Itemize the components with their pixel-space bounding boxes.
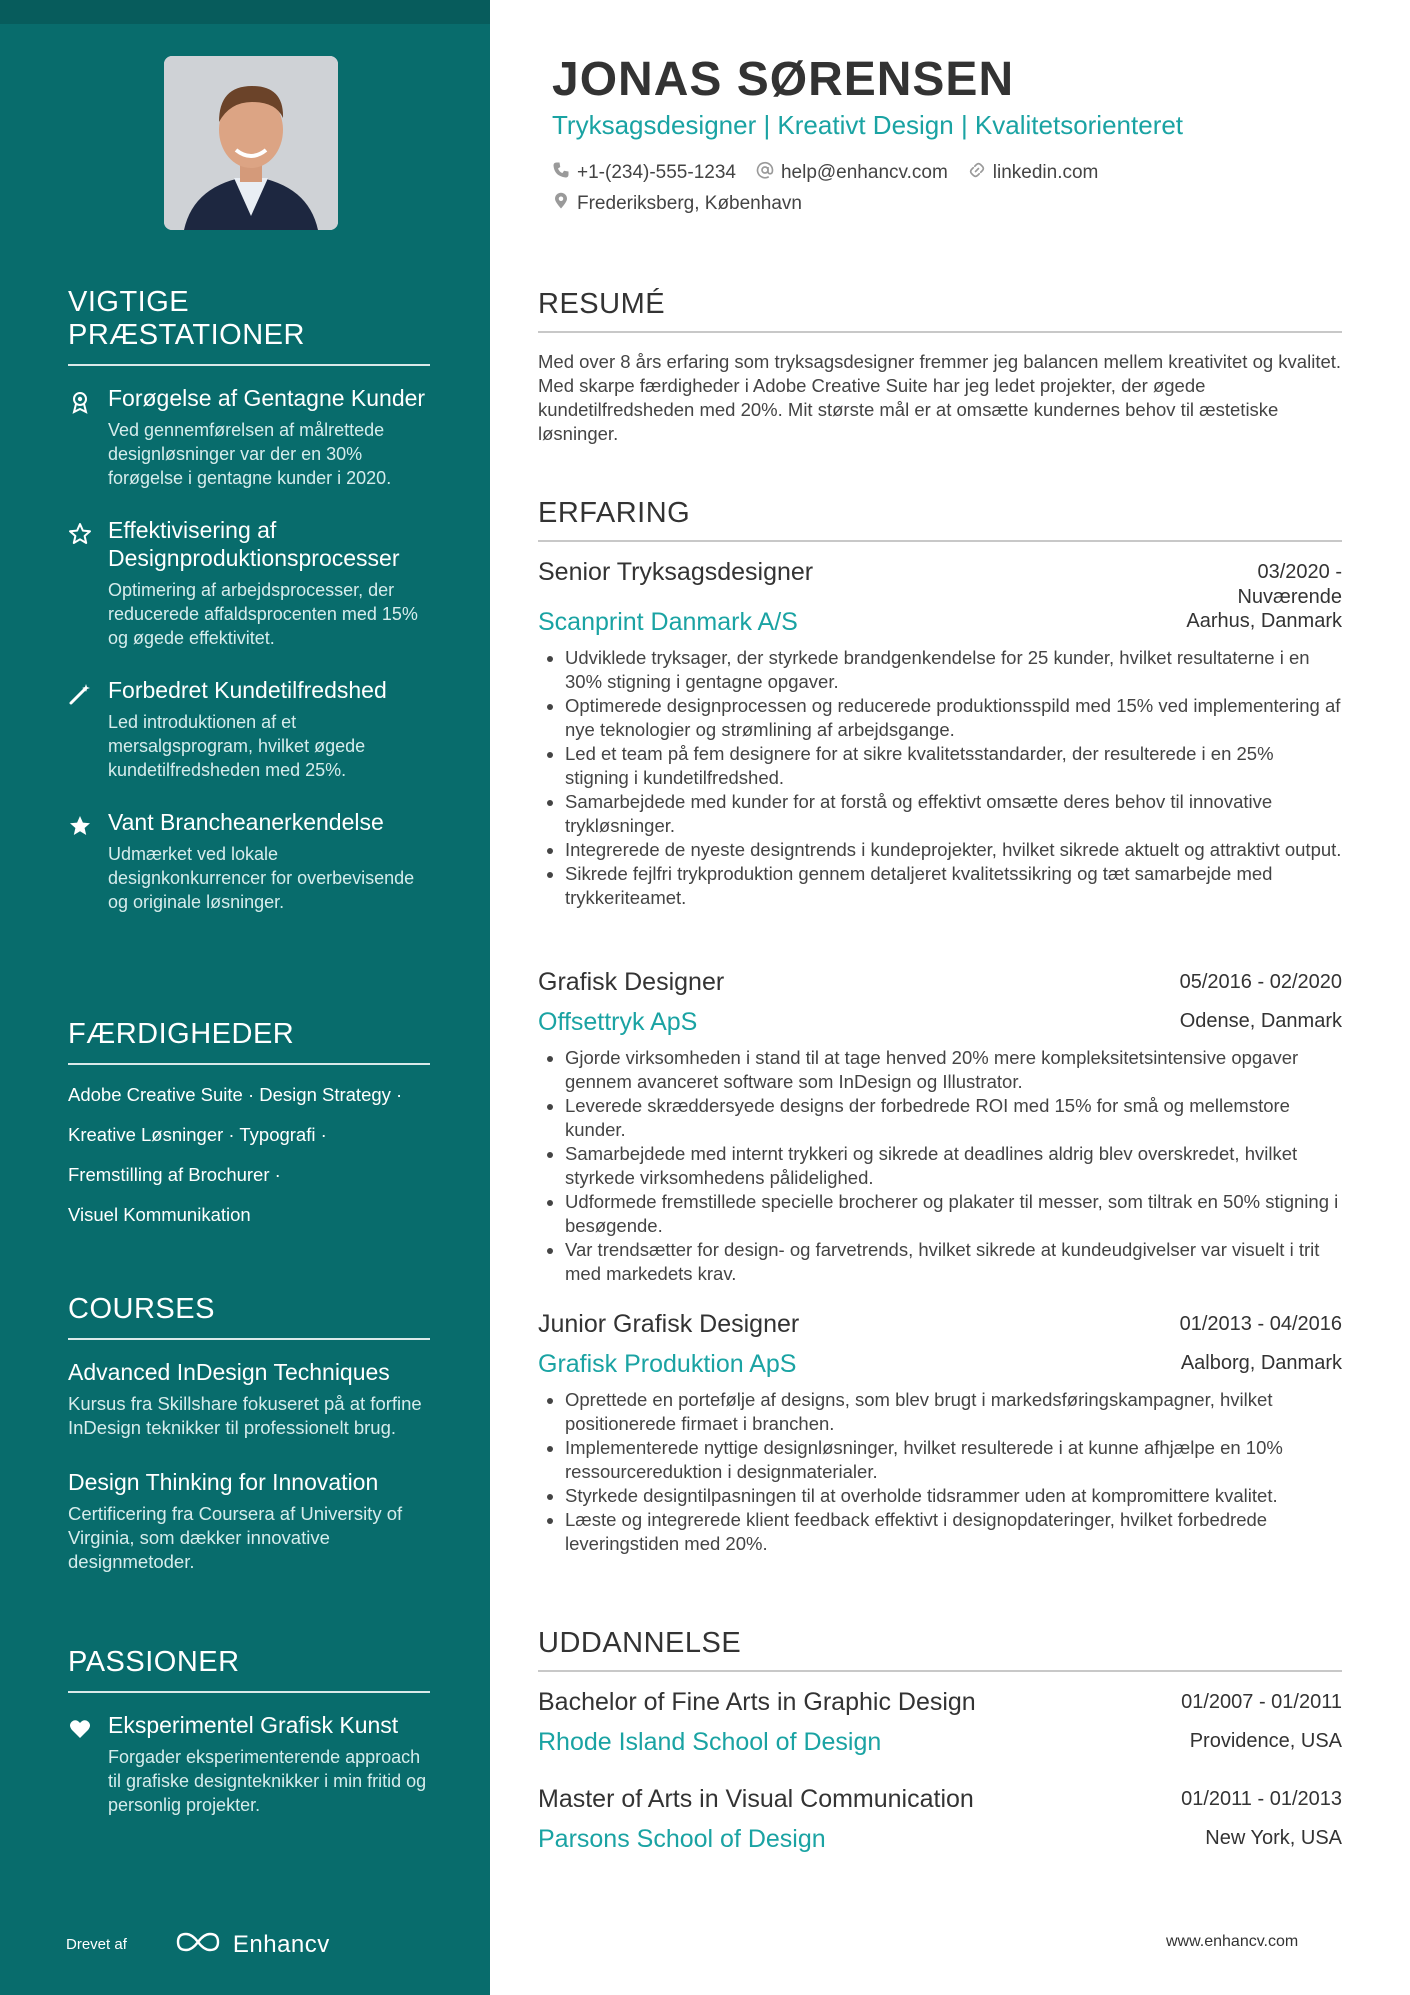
passions-title: PASSIONER (68, 1646, 430, 1693)
powered-by (66, 1930, 330, 1959)
achievement-description: Optimering af arbejdsprocesser, der reducerede affaldsprocenten med 15% og øgede effektivitet. (108, 580, 418, 648)
education-entry (538, 1785, 1342, 1859)
profile-photo (164, 56, 338, 230)
job-bullet: • Samarbejdede med kunder for at forstå og effektivt omsætte deres behov til innovative trykløsninger. (565, 790, 1342, 838)
job-date-start: 03/2020 - (1257, 561, 1342, 583)
magic-wand-icon (68, 682, 92, 706)
education-date: 01/2007 - 01/2011 (1181, 1691, 1342, 1713)
achievements-title: VIGTIGE PRÆSTATIONER (68, 286, 430, 366)
email-text[interactable]: help@enhancv.com (780, 162, 948, 183)
job-location: Aarhus, Danmark (1186, 610, 1342, 632)
achievements-section (68, 286, 430, 940)
location-contact (552, 192, 802, 216)
courses-section (68, 1293, 430, 1602)
education-location: New York, USA (1205, 1827, 1342, 1849)
star-filled-icon (68, 814, 92, 838)
sidebar-top-bar (0, 0, 490, 24)
enhancv-logo-icon (175, 1930, 221, 1959)
course-item (68, 1358, 430, 1440)
enhancv-brand: Enhancv (232, 1930, 330, 1958)
star-outline-icon (68, 522, 92, 546)
achievement-title: Effektivisering af Designproduktionsprocesser (108, 517, 400, 571)
course-description: Certificering fra Coursera af University of Virginia, som dækker innovative designmetoder. (68, 1503, 403, 1572)
job-bullet: • Udformede fremstillede specielle brocherer og plakater til messer, som tiltrak en 50% stigning i besøgende. (565, 1190, 1342, 1238)
achievement-item (68, 808, 430, 914)
job-bullet: • Styrkede designtilpasningen til at overholde tidsrammer uden at kompromittere kvalitet. (565, 1484, 1342, 1508)
job-bullet: • Integrerede de nyeste designtrends i kundeprojekter, hvilket sikrede aktuelt og attraktivt output. (565, 838, 1342, 862)
phone-icon (552, 161, 577, 185)
phone-text: +1-(234)-555-1234 (577, 162, 736, 183)
job-bullet: • Led et team på fem designere for at sikre kvalitetsstandarder, der resulterede i en 25% stigning i kundetilfredshed. (565, 742, 1342, 790)
at-sign-icon (756, 161, 781, 185)
education-school: Rhode Island School of Design (538, 1728, 882, 1756)
achievement-description: Ved gennemførelsen af målrettede designløsninger var der en 30% forøgelse i gentagne kunder i 2020. (108, 420, 392, 488)
education-date: 01/2011 - 01/2013 (1181, 1788, 1342, 1810)
job-bullet: • Leverede skræddersyede designs der forbedrede ROI med 15% for små og mellemstore kunder. (565, 1094, 1342, 1142)
summary-title: RESUMÉ (538, 288, 1342, 333)
job-bullet: • Optimerede designprocessen og reducerede produktionsspild med 15% ved implementering af nye teknologier og strømlining af arbejdsgange. (565, 694, 1342, 742)
skills-section (68, 1018, 430, 1243)
linkedin-text[interactable]: linkedin.com (992, 162, 1099, 183)
linkedin-contact[interactable] (968, 161, 1099, 185)
award-icon (68, 390, 92, 414)
achievement-title: Forbedret Kundetilfredshed (108, 677, 387, 703)
job-date: 05/2016 - 02/2020 (1179, 971, 1342, 993)
education-school: Parsons School of Design (538, 1825, 826, 1853)
location-pin-icon (552, 192, 577, 216)
education-location: Providence, USA (1189, 1730, 1342, 1752)
passion-item (68, 1711, 430, 1817)
education-degree: Bachelor of Fine Arts in Graphic Design (538, 1688, 976, 1716)
location-row (552, 192, 822, 216)
job-role: Senior Tryksagsdesigner (538, 558, 814, 586)
skills-line: Kreative Løsninger · Typografi · (68, 1124, 327, 1145)
candidate-tagline: Tryksagsdesigner | Kreativt Design | Kvalitetsorienteret (552, 110, 1184, 140)
job-entry (538, 1310, 1342, 1556)
phone-contact (552, 161, 736, 185)
job-bullet: • Gjorde virksomheden i stand til at tage henved 20% mere kompleksitetsintensive opgaver gennem avanceret software som InDesign og Illustrator. (565, 1046, 1342, 1094)
job-bullet: • Implementerede nyttige designløsninger, hvilket resulterede i at kunne afhjælpe en 10% ressourcereduktion i designmaterialer. (565, 1436, 1342, 1484)
achievement-item (68, 516, 430, 650)
achievement-item (68, 384, 430, 490)
heart-icon (68, 1717, 92, 1741)
job-company: Scanprint Danmark A/S (538, 608, 798, 636)
course-description: Kursus fra Skillshare fokuseret på at forfine InDesign teknikker til professionelt brug. (68, 1393, 422, 1438)
education-degree: Master of Arts in Visual Communication (538, 1785, 974, 1813)
job-bullets (538, 1388, 1342, 1556)
job-bullet: • Udviklede tryksager, der styrkede brandgenkendelse for 25 kunder, hvilket resultaterne i en 30% stigning i gentagne opgaver. (565, 646, 1342, 694)
achievement-title: Vant Brancheanerkendelse (108, 809, 384, 835)
skills-line: Visuel Kommunikation (68, 1204, 251, 1225)
courses-title: COURSES (68, 1293, 430, 1340)
job-bullet: • Samarbejdede med internt trykkeri og sikrede at deadlines aldrig blev overskredet, hvilket styrkede virksomhedens pålidelighed. (565, 1142, 1342, 1190)
job-location: Aalborg, Danmark (1180, 1352, 1342, 1374)
passions-section (68, 1646, 430, 1843)
course-title: Design Thinking for Innovation (68, 1469, 379, 1495)
job-bullet: • Læste og integrerede klient feedback effektivt i designopdateringer, hvilket forbedrede leveringstiden med 20%. (565, 1508, 1342, 1556)
passion-title: Eksperimentel Grafisk Kunst (108, 1712, 399, 1738)
skills-line: Adobe Creative Suite · Design Strategy · (68, 1084, 403, 1105)
location-text: Frederiksberg, København (577, 193, 802, 214)
achievement-item (68, 676, 430, 782)
experience-title: ERFARING (538, 497, 1342, 542)
job-location: Odense, Danmark (1179, 1010, 1342, 1032)
job-company: Offsettryk ApS (538, 1008, 698, 1036)
achievement-description: Udmærket ved lokale designkonkurrencer for overbevisende og originale løsninger. (108, 844, 415, 912)
education-title: UDDANNELSE (538, 1627, 1342, 1672)
job-bullets (538, 646, 1342, 910)
job-entry (538, 558, 1342, 910)
job-bullets (538, 1046, 1342, 1286)
job-role: Grafisk Designer (538, 968, 725, 996)
job-date-end: Nuværende (1237, 586, 1342, 608)
candidate-name: JONAS SØRENSEN (552, 53, 1015, 106)
summary-text: Med over 8 års erfaring som tryksagsdesigner fremmer jeg balancen mellem kreativitet og kvalitet. Med skarpe færdigheder i Adobe Creative Suite har jeg ledet projekter, der øgede kundetilfredsheden med 20%. Mit største mål er at omsætte kundernes behov til æstetiske løsninger. (538, 351, 1342, 444)
job-company: Grafisk Produktion ApS (538, 1350, 797, 1378)
job-date: 01/2013 - 04/2016 (1179, 1313, 1342, 1335)
powered-by-label: Drevet af (66, 1936, 127, 1953)
course-item (68, 1468, 430, 1574)
job-role: Junior Grafisk Designer (538, 1310, 800, 1338)
job-bullet: • Oprettede en portefølje af designs, som blev brugt i markedsføringskampagner, hvilket positionerede firmaet i branchen. (565, 1388, 1342, 1436)
skills-title: FÆRDIGHEDER (68, 1018, 430, 1065)
link-icon (968, 161, 993, 185)
course-title: Advanced InDesign Techniques (68, 1359, 390, 1385)
sidebar (0, 0, 490, 1995)
email-contact[interactable] (756, 161, 948, 185)
passion-description: Forgader eksperimenterende approach til grafiske designteknikker i min fritid og personlig projekter. (108, 1747, 427, 1815)
footer-url[interactable]: www.enhancv.com (1166, 1933, 1299, 1950)
job-date (1237, 560, 1342, 610)
contact-row (552, 161, 1118, 185)
achievement-description: Led introduktionen af et mersalgsprogram, hvilket øgede kundetilfredsheden med 25%. (108, 712, 366, 780)
skills-line: Fremstilling af Brochurer · (68, 1164, 281, 1185)
job-bullet: • Sikrede fejlfri trykproduktion gennem detaljeret kvalitetssikring og tæt samarbejde med trykkeriteamet. (565, 862, 1342, 910)
education-entry (538, 1688, 1342, 1762)
job-entry (538, 968, 1342, 1286)
job-bullet: • Var trendsætter for design- og farvetrends, hvilket sikrede at kundeudgivelser var visuelt i trit med markedets krav. (565, 1238, 1342, 1286)
achievement-title: Forøgelse af Gentagne Kunder (108, 385, 426, 411)
